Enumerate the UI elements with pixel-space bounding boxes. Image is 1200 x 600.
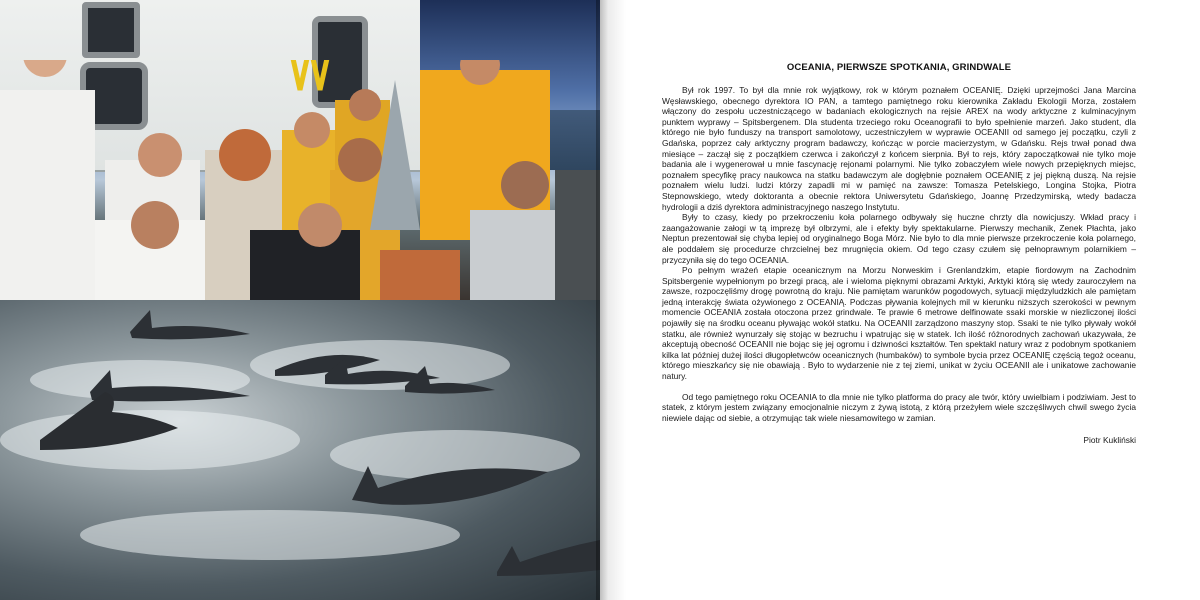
right-page-text (600, 0, 1200, 600)
article-paragraph: Od tego pamiętnego roku OCEANIA to dla mnie nie tylko platforma do pracy ale twór, który uwielbiam i podziwiam. Jest to statek, z którym jestem związany emocjonalnie niczym z żywą istotą, z którą przeżyłem wiele szczęśliwych chwil swego życia niewiele dając od siebie, a otrzymując tak wiele niesamowitego w zamian. (662, 391, 1136, 423)
author-signature: Piotr Kukliński (1083, 435, 1136, 446)
whale-fin (90, 370, 250, 401)
whale-fin (405, 366, 495, 394)
article-column (662, 62, 1136, 445)
whale-body (352, 466, 548, 505)
article-title: OCEANIA, PIERWSZE SPOTKANIA, GRINDWALE (786, 62, 1012, 73)
whale-fin (130, 310, 250, 339)
ship-vent (82, 2, 140, 58)
article-paragraph: Po pełnym wrażeń etapie oceanicznym na Morzu Norweskim i Grenlandzkim, etapie fiordowym na Zachodnim Spitsbergenie wypełnionym po brzegi pracą, ale i wieloma pięknymi obrazami Arktyki, Arktyki którą się wtedy zauroczyłem na zawsze, rozpoczęliśmy drogę powrotną do kraju. Nie pamiętam warunków pogodowych, sytuacji międzyludzkich ale pamiętam jedną interakcję świata ożywionego z OCEANIĄ. Podczas pływania kolejnych mil w kierunku niższych szerokości w pewnym momencie OCEANIA została otoczona przez grindwale. Te prawie 6 metrowe delfinowate ssaki morskie w niezliczonej ilości pojawiły się na środku oceanu pływając wokół statku. Na OCEANII zarządzono maszyny stop. Ssaki te nie tylko pływały wokół statku, ale również wynurzały się stojąc w bezruchu i wpatrując się w statek. Ich ilość różnorodnych zachowań ukazywała, że akceptują obecność OCEANII nie bojąc się jej ogromu i dziwności kształtów. Ten spektakl natury wraz z podobnym spotkaniem kilka lat później dużej ilości długopłetwców oceanicznych (humbaków) to symbole bycia przez OCEANIĘ częścią tegoż oceanu, którego mieszkańcy się nie obawiają . Było to wydarzenie nie z tej ziemi, unikat w życiu OCEANII ale i unikatowe zachowanie natury. (662, 265, 1136, 382)
article-paragraph: Były to czasy, kiedy po przekroczeniu koła polarnego odbywały się huczne chrzty dla nowicjuszy. Wkład pracy i zaangażowanie załogi w tą imprezę był olbrzymi, ale i efekty były spektakularne. Pierwszy mechanik, Zenek Płachta, jako Neptun prezentował się chyba lepiej od oryginalnego Boga Mórz. Nie było to dla mnie pierwsze przekroczenie koła polarnego, ale poddałem się procedurze chrzcielnej bez mrugnięcia okiem. Od tego czasy czułem się pełnoprawnym polarnikiem – przyczyniła się do tego OCEANIA. (662, 212, 1136, 265)
pilot-whales-photo (0, 300, 600, 600)
whales-illustration (0, 300, 600, 600)
whale-fin (497, 540, 600, 576)
article-paragraph: Był rok 1997. To był dla mnie rok wyjątkowy, rok w którym poznałem OCEANIĘ. Dzięki uprzejmości Jana Marcina Węsławskiego, obecnego dyrektora IO PAN, a tamtego pamiętnego roku kierownika Zakładu Ekologii Morza, zostałem włączony do zespołu uczestniczącego w badaniach ekologicznych na rejsie AREX na wody arktyczne z kulminacyjnym punktem wyprawy – Spitsbergenem. Dla studenta trzeciego roku Oceanografii to było spełnienie marzeń. Jako student, dla którego nie było funduszy na transport samolotowy, uczestniczyłem w wyprawie OCEANII od samego jej początku, czyli z Gdańska, poprzez cały arktyczny program badawczy, kończąc w porcie macierzystym, w Gdańsku. Rejs trwał ponad dwa miesiące – zaczął się z początkiem czerwca i zakończył z końcem sierpnia. Był to rejs, który zapoczątkował nie tylko moje badania ale i wygenerował u mnie fascynację rejonami polarnymi. Nie tylko zobaczyłem wiele nowych przepięknych miejsc, poznałem specyfikę pracy naukowca na statku badawczym ale dogłębnie poznałem OCEANIĘ z jej piękną duszą. Na rejsie poznałem wielu ludzi. ludzi którzy zapadli mi w pamięć na zawsze: Tomasza Petelskiego, Longina Stojka, Piotra Stepnowskiego, wtedy doktoranta a obecnie rektora Uniwersytetu Gdańskiego, Joannę Przedzymirską, wtedy badacza hydrologii a dziś dyrektora administracyjnego naszego Instytutu. (662, 85, 1136, 212)
crew-ceremony-photo (0, 0, 600, 300)
crew-group-illustration (0, 60, 600, 300)
